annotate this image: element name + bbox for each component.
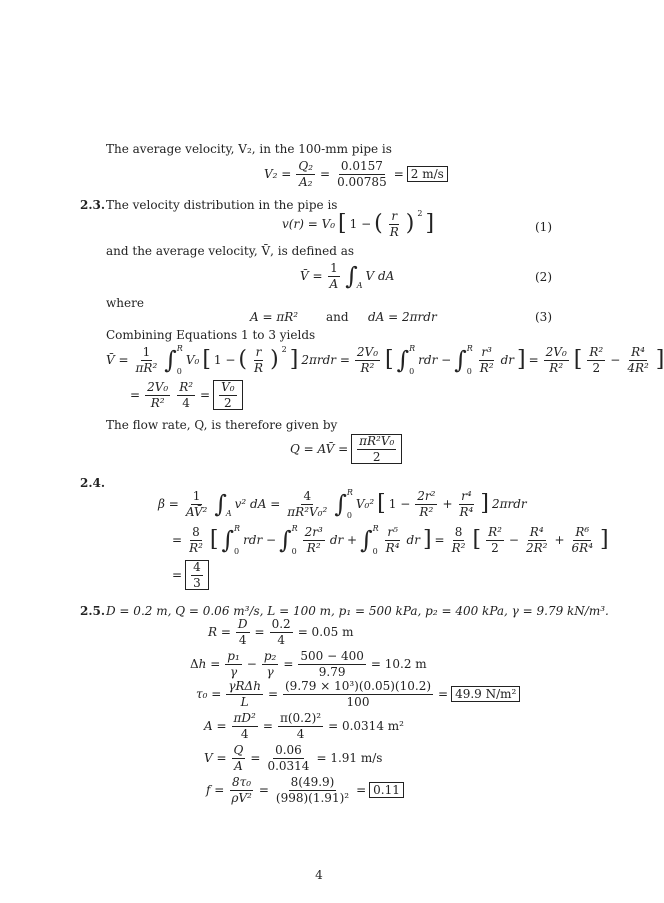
s25-V: V = $\frac{Q}{A}$ = $\frac{0.06}{0.0314}$ = 1.91 m/s — [204, 743, 383, 773]
s23-eq2: V̄ = $\frac{1}{A}$ ∫ $_A$ V dA — [300, 261, 395, 291]
s23-eq2-lhs: V̄ = — [300, 269, 323, 284]
s25-R-result: = 0.05 m — [297, 625, 354, 640]
intro-text: The average velocity, V₂, in the 100-mm pipe is — [106, 142, 392, 156]
s23-eq1-number: (1) — [535, 220, 552, 234]
intro-den: 0.00785 — [337, 174, 387, 189]
intro-frac-q-a — [296, 160, 315, 188]
s23-eq3-a: A = πR² — [250, 310, 299, 324]
s25-f: f = $\frac{\text{8τ₀}}{\text{ρV²}}$ = $\frac{8(49.9)}{\text{(998)(1.91)²}}$ = 0.11 — [206, 776, 404, 804]
s23-eq3-and: and — [326, 310, 349, 324]
s23-combine: Combining Equations 1 to 3 yields — [106, 328, 316, 342]
s25-tau-den: 100 — [346, 694, 370, 709]
s23-line1: The velocity distribution in the pipe is — [106, 198, 338, 212]
s25-f-den: (998)(1.91)² — [275, 790, 350, 805]
s25-dh-result: = 10.2 m — [370, 657, 427, 672]
intro-frac-values — [335, 160, 389, 188]
s23-eq2-frac: $\frac{1}{A}$ — [329, 261, 339, 291]
s23-eq1-lhs: v(r) = V₀ — [282, 217, 336, 232]
s25-given: D = 0.2 m, Q = 0.06 m³/s, L = 100 m, p₁ = 500 kPa, p₂ = 400 kPa, γ = 9.79 kN/m³. — [106, 604, 609, 618]
s24-line1: β = $\frac{1}{\text{AV̄²}}$ ∫ $_A$ v² dA = $\frac{4}{\text{πR²V₀²}}$ ∫ R 0 V₀² [ 1 − $\frac{\text{2r²}}{\text{R²}}$ + $\frac{\text{r⁴}}{\text{R⁴}}$ ] 2πrdr — [158, 488, 527, 520]
s23-eq1: v(r) = V₀ [ 1 − ( $\frac{r}{R}$ ) $^2$ ] — [282, 209, 435, 239]
s23-flow-den: 2 — [372, 449, 381, 464]
s23-flow-equation — [290, 434, 402, 464]
intro-equation: V₂ = $\frac{\text{Q₂}}{\text{A₂}}$ = $\frac{0.0157}{0.00785}$ = 2 m/s — [264, 160, 448, 188]
s25-tau: τ₀ = $\frac{\text{γRΔh}}{L}$ = $\frac{\text{(9.79 × 10³)(0.05)(10.2)}}{100}$ = 49.9 N/m² — [196, 680, 520, 708]
page-number: 4 — [315, 868, 323, 882]
s23-eq3-number: (3) — [535, 310, 552, 324]
s25-A: A = $\frac{\text{πD²}}{4}$ = $\frac{\text{π(0.2)²}}{4}$ = 0.0314 m² — [204, 711, 404, 741]
s23-derivation-line2: = $\frac{\text{2V₀}}{\text{R²}}$ $\frac{\text{R²}}{4}$ = $\frac{\text{V₀}}{2}$ — [130, 380, 243, 410]
s25-dh: Δh = $\frac{\text{p₁}}{\gamma}$ − $\frac{\text{p₂}}{\gamma}$ = $\frac{500 - 400}{9.79}$ = 10.2 m — [190, 649, 427, 679]
s23-eq3-b: dA = 2πrdr — [368, 310, 437, 324]
s23-line2: and the average velocity, V̄, is defined as — [106, 244, 355, 258]
s25-f-num: 8(49.9) — [290, 775, 335, 789]
s25-f-result: 0.11 — [369, 782, 404, 798]
s23-eq2-rhs: V dA — [365, 269, 395, 284]
intro-result-box: 2 m/s — [407, 166, 448, 182]
s24-result-num: 4 — [193, 560, 201, 574]
s23-where: where — [106, 296, 144, 310]
s24-result-den: 3 — [193, 575, 201, 590]
s25-V-result: = 1.91 m/s — [316, 751, 383, 766]
s24-line2: = $\frac{8}{\text{R²}}$ [ ∫ R 0 rdr − ∫ R 0 $\frac{\text{2r³}}{\text{R²}}$ dr + ∫ R 0 $\frac{\text{r⁵}}{\text{R⁴}}$ dr ] = $\frac{8}{\text{R²}}$ [ $\frac{\text{R²}}{2}$ − $\frac{\text{R⁴}}{\text{2R²}}$ + $\frac{\text{R⁶}}{\text{6R⁴}}$ ] — [172, 524, 609, 556]
intro-q2: Q₂ — [298, 159, 314, 173]
s25-R: R = $\frac{D}{4}$ = $\frac{0.2}{4}$ = 0.05 m — [208, 617, 354, 647]
s23-derivation-line1: V̄ = $\frac{1}{\text{πR²}}$ ∫ R 0 V₀ [ 1 − ( $\frac{r}{R}$ ) $^2$ ] 2πrdr = $\frac{\text{2V₀}}{\text{R²}}$ [ ∫ R 0 rdr − ∫ R 0 $\frac{\text{r³}}{\text{R²}}$ dr ] = $\frac{\text{2V₀}}{\text{R²}}$ [ $\frac{\text{R²}}{2}$ − $\frac{\text{R⁴}}{\text{4R²}}$ ] — [106, 344, 664, 376]
s25-tau-result: 49.9 N/m² — [451, 686, 520, 702]
intro-num: 0.0157 — [340, 159, 383, 173]
s25-A-result: = 0.0314 m² — [328, 719, 404, 734]
s23-eq2-number: (2) — [535, 270, 552, 284]
intro-a2: A₂ — [298, 174, 313, 189]
s23-flow-text: The flow rate, Q, is therefore given by — [106, 418, 338, 432]
s23-flow-num: πR²V₀ — [359, 434, 395, 448]
s23-flow-eq: Q = AV̄ = — [290, 442, 349, 457]
intro-eq-lhs: V₂ = — [264, 167, 292, 182]
s24-line3: = $\frac{4}{3}$ — [172, 560, 209, 590]
s25-tau-num: (9.79 × 10³)(0.05)(10.2) — [285, 679, 432, 693]
section-2-5-label: 2.5. — [80, 604, 106, 618]
section-2-4-label: 2.4. — [80, 476, 106, 490]
s23-eq1-frac: $\frac{r}{R}$ — [389, 209, 399, 239]
section-2-3-label: 2.3. — [80, 198, 106, 212]
